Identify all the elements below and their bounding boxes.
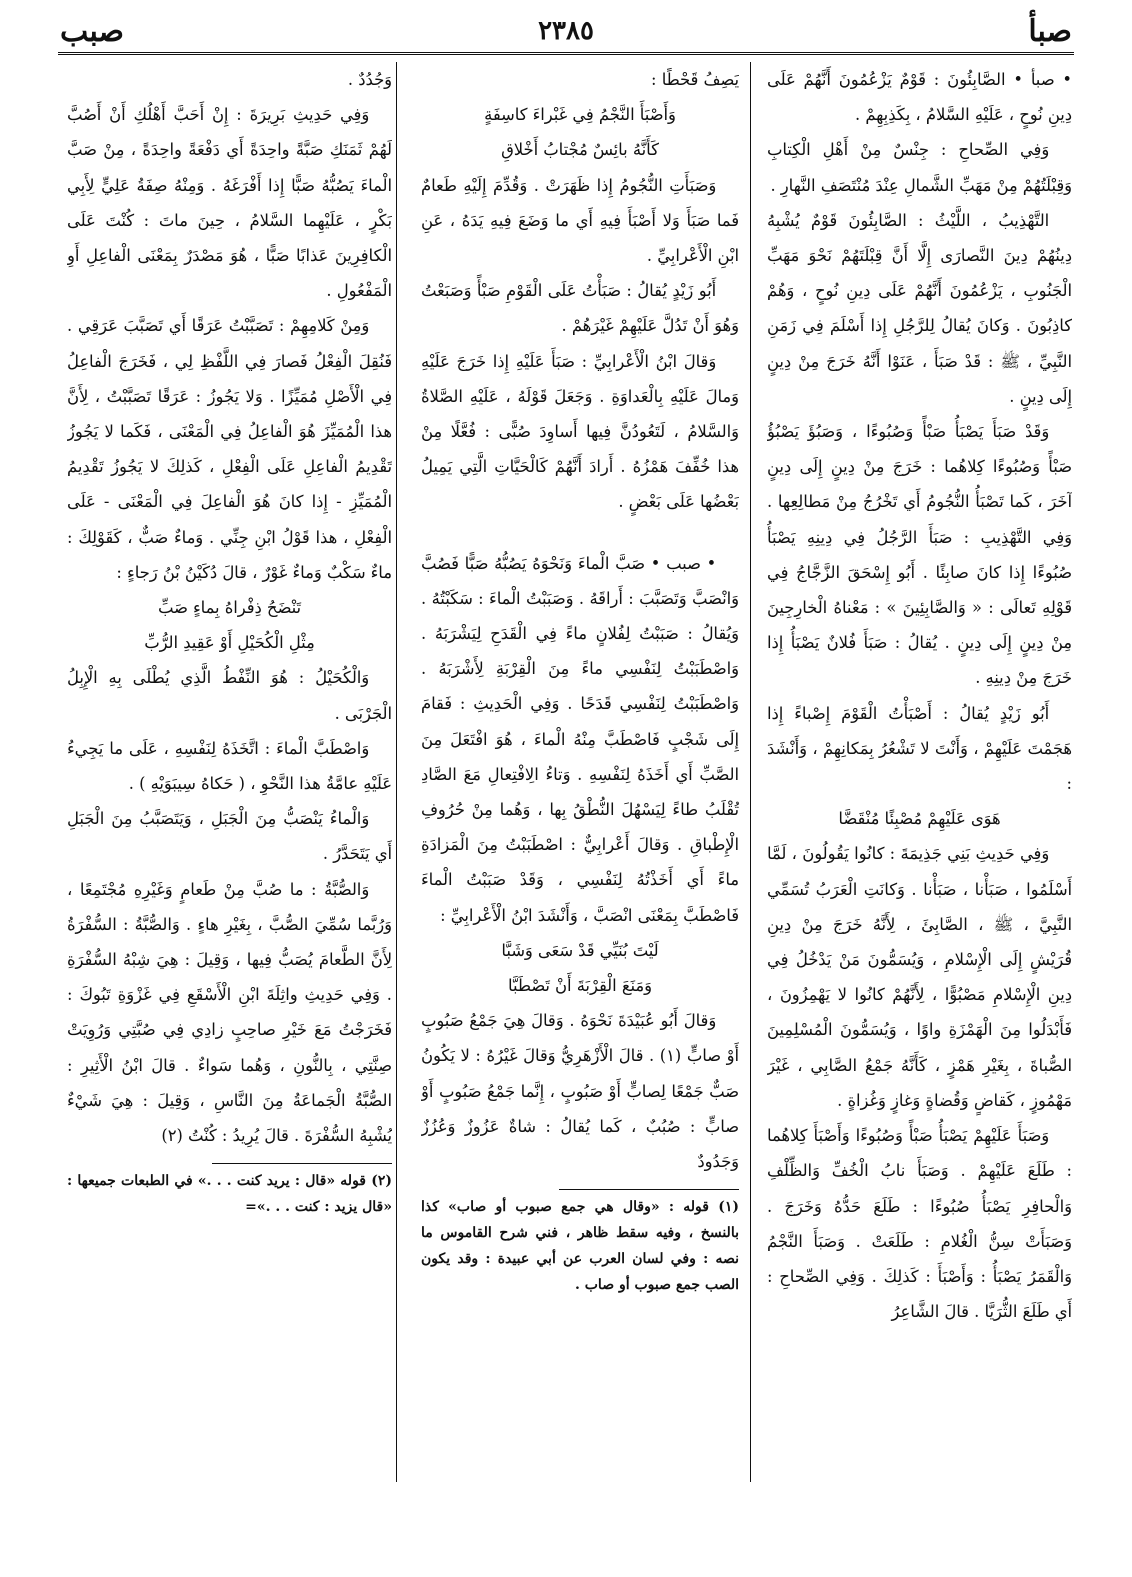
footnote: (٢) قوله «قال : يريد كنت . . .» في الطبعات جميعها : «قال يزيد : كنت . . .»= [67, 1173, 392, 1216]
verse-line: كَأَنَّهُ بائِسٌ مُجْتابُ أَخْلاقِ [501, 140, 659, 160]
column-divider [750, 62, 751, 1482]
verse-line: هَوَى عَلَيْهِمْ مُصْبِئًا مُنْقَضَّا [838, 809, 1001, 829]
paragraph: التَّهْذِيبُ ، اللَّيْثُ : الصَّابِئُونَ قَوْمٌ يُشْبِهُ دِينُهُمْ دِينَ النَّصارَى إِلَّا أَنَّ قِبْلَتَهُمْ نَحْوَ مَهَبِّ الْجَنُوبِ ، يَزْعُمُونَ أَنَّهُمْ عَلَى دِينِ نُوحٍ ، وَهُمْ كاذِبُونَ . وَكانَ يُقالُ لِلرَّجُلِ إِذا أَسْلَمَ فِي زَمَنِ النَّبِيِّ ، ﷺ : قَدْ صَبَأَ ، عَنَوْا أَنَّهُ خَرَجَ مِنْ دِينٍ إِلَى دِينٍ . [767, 210, 1072, 406]
paragraph: وَالْكُحَيْلُ : هُوَ النِّفْطُ الَّذِي يُطْلَى بِهِ الْإِبِلُ الْجَرْبَى . [67, 668, 392, 723]
footnote-rule [212, 1163, 392, 1164]
paragraph: وَصَبَأَتِ النُّجُومُ إِذا ظَهَرَتْ . وَقُدِّمَ إِلَيْهِ طَعامٌ فَما صَبَأَ وَلا أَصْبَأَ فِيهِ أَي ما وَضَعَ فِيهِ يَدَهُ ، عَنِ ابْنِ الْأَعْرابِيِّ . [421, 175, 739, 266]
paragraph: وَقالَ أَبُو عُبَيْدَةَ نَحْوَهُ . وَقالَ هِيَ جَمْعُ صَبُوبٍ أَوْ صابٍّ (١) . قالَ الْأَزْهَرِيُّ وَقالَ غَيْرُهُ : لا يَكُونُ صَبٌّ جَمْعًا لِصابٍّ أَوْ صَبُوبٍ ، إِنَّما جَمْعُ صَبُوبٍ أَوْ صابٍّ : صُبُبٌ ، كَما يُقالُ : شاةٌ عَزُوزٌ وَعُزُزٌ وَجَدُودٌ [421, 1011, 739, 1172]
paragraph: أَبُو زَيْدٍ يُقالُ : أَصْبَأْتُ الْقَوْمَ إِصْباءً إِذا هَجَمْتَ عَلَيْهِمْ ، وَأَنْتَ لا تَشْعُرُ بِمَكانِهِمْ ، وَأَنْشَدَ : [767, 703, 1072, 794]
entry-sabab-start: • صبب • صَبَّ الْماءَ وَنَحْوَهُ يَصُبُّهُ صَبًّا فَصُبَّ وَانْصَبَّ وَتَصَبَّبَ : أَراقَهُ . وَصَبَبْتُ الْماءَ : سَكَبْتُهُ . وَيُقالُ : صَبَبْتُ لِفُلانٍ ماءً فِي الْقَدَحِ لِيَشْرَبَهُ . وَاصْطَبَبْتُ لِنَفْسِي ماءً مِنَ الْقِرْبَةِ لِأَشْرَبَهُ . وَاصْطَبَبْتُ لِنَفْسِي قَدَحًا . وَفِي الْحَدِيثِ : فَقامَ إِلَى شَجْبٍ فَاصْطَبَّ مِنْهُ الْماءَ ، هُوَ افْتَعَلَ مِنَ الصَّبِّ أَي أَخَذَهُ لِنَفْسِهِ . وَتاءُ الِافْتِعالِ مَعَ الصَّادِ تُقْلَبُ طاءً لِيَسْهُلَ النُّطْقُ بِها ، وَهُما مِنْ حُرُوفِ الْإِطْباقِ . وَقالَ أَعْرابِيٌّ : اصْطَبَبْتُ مِنَ الْمَزادَةِ ماءً أَي أَخَذْتُهُ لِنَفْسِي ، وَقَدْ صَبَبْتُ الْماءَ فَاصْطَبَّ بِمَعْنَى انْصَبَّ ، وَأَنْشَدَ ابْنُ الْأَعْرابِيِّ : [421, 553, 739, 925]
paragraph: وَفِي الصِّحاحِ : جِنْسٌ مِنْ أَهْلِ الْكِتابِ وَقِبْلَتُهُمْ مِنْ مَهَبِّ الشَّمالِ عِنْدَ مُنْتَصَفِ النَّهارِ . [767, 140, 1072, 195]
column-left [67, 62, 392, 1482]
verse-line: وَمَنَعَ الْقِرْبَةَ أَنْ تَصْطَبَّا [507, 976, 652, 996]
paragraph: وَالْماءُ يَنْصَبُّ مِنَ الْجَبَلِ ، وَيَتَصَبَّبُ مِنَ الْجَبَلِ أَي يَتَحَدَّرُ . [67, 809, 392, 864]
verse-line: لَيْتَ بُنَيِّي قَدْ سَعَى وَشَبَّا [501, 940, 659, 960]
paragraph: وَفِي حَدِيثِ بَرِيرَةَ : إِنْ أَحَبَّ أَهْلُكِ أَنْ أَصُبَّ لَهُمْ ثَمَنَكِ صَبَّةً واحِدَةً أَي دَفْعَةً واحِدَةً ، مِنْ صَبَّ الْماءَ يَصُبُّهُ صَبًّا إِذا أَفْرَغَهُ . وَمِنْهُ صِفَةُ عَلِيٍّ لِأَبِي بَكْرٍ ، عَلَيْهِما السَّلامُ ، حِينَ ماتَ : كُنْتَ عَلَى الْكافِرِينَ عَذابًا صَبًّا ، هُوَ مَصْدَرٌ بِمَعْنَى الْفاعِلِ أَوِ الْمَفْعُولِ . [67, 105, 392, 301]
footnote-rule [559, 1189, 739, 1190]
verse-line: وَأَصْبَأَ النَّجْمُ فِي غَبْراءَ كاسِفَةٍ [484, 105, 676, 125]
column-right [767, 62, 1072, 1482]
paragraph: وَقالَ ابْنُ الْأَعْرابِيِّ : صَبَأَ عَلَيْهِ إِذا خَرَجَ عَلَيْهِ وَمالَ عَلَيْهِ بِالْعَداوَةِ . وَجَعَلَ قَوْلَهُ ، عَلَيْهِ الصَّلاةُ وَالسَّلامُ ، لَتَعُودُنَّ فِيها أَساوِدَ صُبًّى : فُعَّلًا مِنْ هذا خُفِّفَ هَمْزُهُ . أَرادَ أَنَّهُمْ كَالْحَيَّاتِ الَّتِي يَمِيلُ بَعْضُها عَلَى بَعْضٍ . [421, 351, 739, 512]
header-rule [58, 52, 1074, 55]
page-number: ٢٣٨٥ [538, 16, 594, 46]
header-root-left: صبب [60, 14, 124, 49]
paragraph: وَجُدُدٌ . [347, 70, 392, 89]
verse-line: تَنْضَحُ ذِفْراهُ بِماءٍ صَبِّ [157, 598, 302, 618]
page-header [60, 14, 1072, 50]
paragraph: وَالصُّبَّةُ : ما صُبَّ مِنْ طَعامٍ وَغَيْرِهِ مُجْتَمِعًا ، وَرُبَّما سُمِّيَ الصُّبَّ ، بِغَيْرِ هاءٍ . وَالصُّبَّةُ : السُّفْرَةُ لِأَنَّ الطَّعامَ يُصَبُّ فِيها ، وَقِيلَ : هِيَ شِبْهُ السُّفْرَةِ . وَفِي حَدِيثِ واثِلَةَ ابْنِ الْأَسْقَعِ فِي غَزْوَةِ تَبُوكَ : فَخَرَجْتُ مَعَ خَيْرِ صاحِبٍ زادِي فِي صُبَّتِي وَرُوِيَتْ صِنَّتِي ، بِالنُّونِ ، وَهُما سَواءٌ . قالَ ابْنُ الْأَثِيرِ : الصُّبَّةُ الْجَماعَةُ مِنَ النَّاسِ ، وَقِيلَ : هِيَ شَيْءٌ يُشْبِهُ السُّفْرَةَ . قالَ يُرِيدُ : كُنْتُ (٢) [67, 879, 392, 1146]
paragraph: أَبُو زَيْدٍ يُقالُ : صَبَأْتُ عَلَى الْقَوْمِ صَبْأً وَصَبَعْتُ وَهُوَ أَنْ تَدُلَّ عَلَيْهِمْ غَيْرَهُمْ . [421, 281, 739, 336]
paragraph: وَقَدْ صَبَأَ يَصْبَأُ صَبْأً وَصُبُوءًا ، وَصَبُؤَ يَصْبُؤُ صَبْأً وَصُبُوءًا كِلاهُما : خَرَجَ مِنْ دِينٍ إِلَى دِينٍ آخَرَ ، كَما تَصْبَأُ النُّجُومُ أَي تَخْرُجُ مِنْ مَطالِعِها . وَفِي التَّهْذِيبِ : صَبَأَ الرَّجُلُ فِي دِينِهِ يَصْبَأُ صُبُوءًا إِذا كانَ صابِئًا . أَبُو إِسْحَقَ الزَّجَّاجُ فِي قَوْلِهِ تَعالَى : « وَالصَّابِئِينَ » : مَعْناهُ الْخارِجِينَ مِنْ دِينٍ إِلَى دِينٍ . يُقالُ : صَبَأَ فُلانٌ يَصْبَأُ إِذا خَرَجَ مِنْ دِينِهِ . [767, 422, 1072, 688]
entry-gap [421, 520, 739, 546]
paragraph: وَمِنْ كَلامِهِمْ : تَصَبَّبْتُ عَرَقًا أَي تَصَبَّبَ عَرَقِي . فَنُقِلَ الْفِعْلُ فَصارَ فِي اللَّفْظِ لِي ، فَخَرَجَ الْفاعِلُ فِي الْأَصْلِ مُمَيِّزًا . وَلا يَجُوزُ : عَرَقًا تَصَبَّبْتُ ، لِأَنَّ هذا الْمُمَيِّزَ هُوَ الْفاعِلُ فِي الْمَعْنَى ، فَكَما لا يَجُوزُ تَقْدِيمُ الْفاعِلِ عَلَى الْفِعْلِ ، كَذلِكَ لا يَجُوزُ تَقْدِيمُ الْمُمَيِّزِ - إِذا كانَ هُوَ الْفاعِلَ فِي الْمَعْنَى - عَلَى الْفِعْلِ ، هذا قَوْلُ ابْنِ جِنِّي . وَماءٌ صَبٌّ ، كَقَوْلِكَ : ماءٌ سَكْبٌ وَماءٌ غَوْرٌ ، قالَ دُكَيْنُ بْنُ رَجاءٍ : [67, 316, 392, 582]
column-divider [396, 62, 397, 1482]
footnote: (١) قوله : «وقال هي جمع صبوب أو صاب» كذا بالنسخ ، وفيه سقط ظاهر ، فني شرح القاموس ما نصه : وفي لسان العرب عن أبي عبيدة : وقد يكون الصب جمع صبوب أو صاب . [421, 1199, 739, 1294]
paragraph: يَصِفُ قَحْطًا : [651, 70, 739, 89]
header-root-right: صبأ [1028, 14, 1072, 49]
column-middle [421, 62, 739, 1482]
verse-line: مِثْلِ الْكُحَيْلِ أَوْ عَقِيدِ الرُّبِّ [144, 633, 315, 653]
paragraph: وَفِي حَدِيثِ بَنِي جَذِيمَةَ : كانُوا يَقُولُونَ ، لَمَّا أَسْلَمُوا ، صَبَأْنا ، صَبَأْنا . وَكانَتِ الْعَرَبُ تُسَمِّي النَّبِيَّ ، ﷺ ، الصَّابِئَ ، لِأَنَّهُ خَرَجَ مِنْ دِينِ قُرَيْشٍ إِلَى الْإِسْلامِ ، وَيُسَمُّونَ مَنْ يَدْخُلُ فِي دِينِ الْإِسْلامِ مَصْبُوًّا ، لِأَنَّهُمْ كانُوا لا يَهْمِزُونَ ، فَأَبْدَلُوا مِنَ الْهَمْزَةِ واوًا ، وَيُسَمُّونَ الْمُسْلِمِينَ الصُّباةَ ، بِغَيْرِ هَمْزٍ ، كَأَنَّهُ جَمْعُ الصَّابِي ، غَيْرَ مَهْمُوزٍ ، كَقاضٍ وَقُضاةٍ وَغازٍ وَغُزاةٍ . [767, 844, 1072, 1110]
entry-saba-start: • صبأ • الصَّابِئُونَ : قَوْمٌ يَزْعُمُونَ أَنَّهُمْ عَلَى دِينِ نُوحٍ ، عَلَيْهِ السَّلامُ ، بِكَذِبِهِمْ . [767, 70, 1072, 125]
paragraph: وَصَبَأَ عَلَيْهِمْ يَصْبَأُ صَبْأً وَصُبُوءًا وَأَصْبَأَ كِلاهُما : طَلَعَ عَلَيْهِمْ . وَصَبَأَ نابُ الْخُفِّ وَالظِّلْفِ وَالْحافِرِ يَصْبَأُ صُبُوءًا : طَلَعَ حَدُّهُ وَخَرَجَ . وَصَبَأَتْ سِنُّ الْغُلامِ : طَلَعَتْ . وَصَبَأَ النَّجْمُ وَالْقَمَرُ يَصْبَأُ : وَأَصْبَأَ : كَذلِكَ . وَفِي الصِّحاحِ : أَي طَلَعَ الثُّرَيَّا . قالَ الشَّاعِرُ [767, 1126, 1072, 1322]
paragraph: وَاصْطَبَّ الْماءَ : اتَّخَذَهُ لِنَفْسِهِ ، عَلَى ما يَجِيءُ عَلَيْهِ عامَّةُ هذا النَّحْوِ ، ( حَكاهُ سِيبَوَيْهِ ) . [67, 738, 392, 794]
